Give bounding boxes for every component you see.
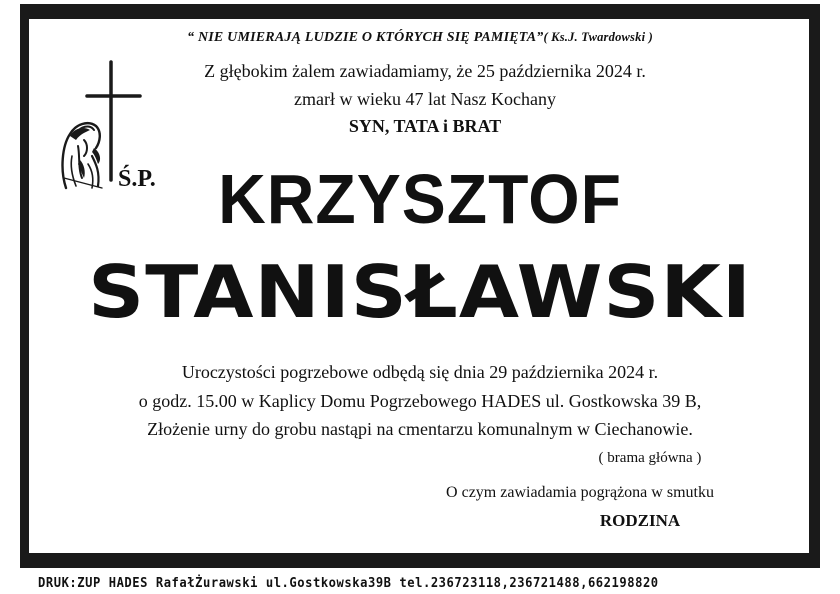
announcement-line-1: Z głębokim żalem zawiadamiamy, że 25 października 2024 r.	[204, 61, 646, 81]
motto-source: ( Ks.J. Twardowski )	[543, 30, 653, 44]
deceased-prefix: Ś.P.	[118, 166, 156, 192]
cemetery-gate-note: ( brama główna )	[598, 450, 702, 466]
funeral-line-2: o godz. 15.00 w Kaplicy Domu Pogrzebowego HADES ul. Gostkowska 39 B,	[138, 391, 702, 411]
motto	[0, 30, 840, 46]
closing-notice: O czym zawiadamia pogrążona w smutku	[446, 484, 714, 501]
announcement-line-2: zmarł w wieku 47 lat Nasz Kochany	[294, 89, 556, 109]
relation-label: SYN, TATA i BRAT	[348, 116, 502, 136]
deceased-first-name: KRZYSZTOF	[218, 160, 622, 238]
funeral-line-3: Złożenie urny do grobu nastąpi na cmentarzu komunalnym w Ciechanowie.	[147, 419, 693, 439]
family-signature: RODZINA	[599, 511, 681, 530]
funeral-line-1: Uroczystości pogrzebowe odbędą się dnia 29 października 2024 r.	[181, 362, 659, 382]
motto-quote: “ NIE UMIERAJĄ LUDZIE O KTÓRYCH SIĘ PAMIĘTA”	[187, 30, 544, 45]
deceased-last-name: STANISŁAWSKI	[88, 250, 752, 334]
printer-footer: DRUK:ZUP HADES RafałŻurawski ul.Gostkowska39B tel.236723118,236721488,662198820	[38, 576, 659, 591]
